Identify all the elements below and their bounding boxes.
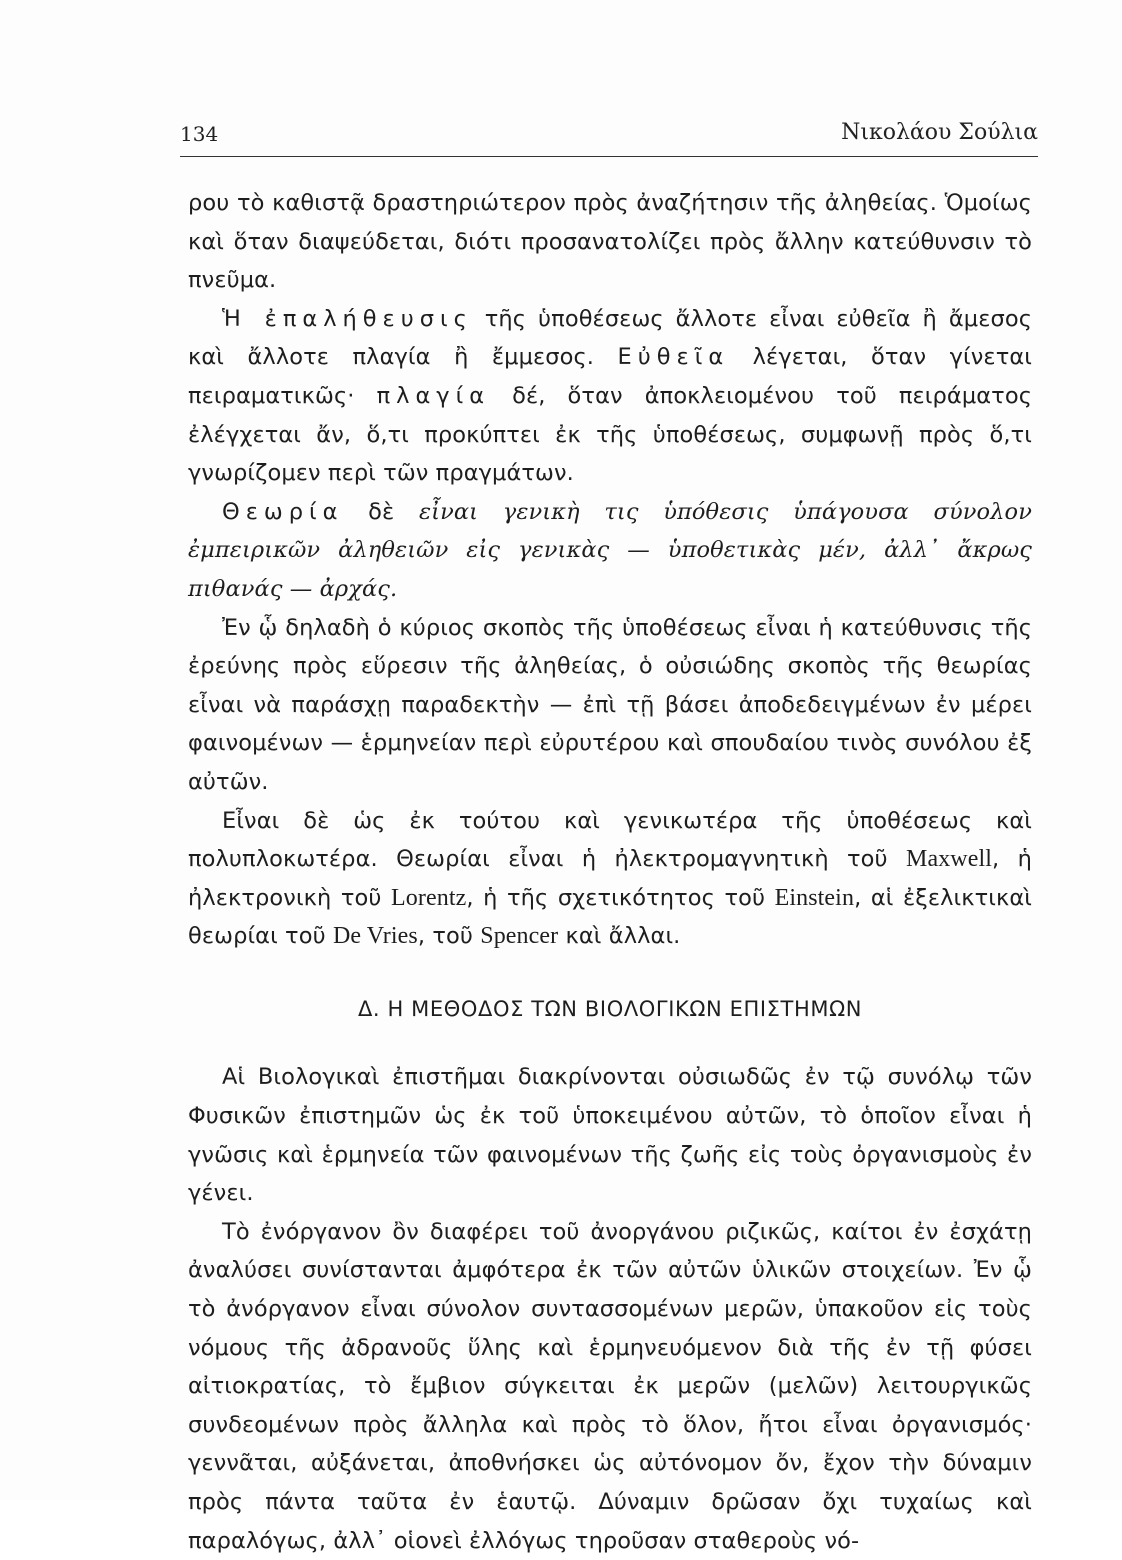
section-title: Δ. Η ΜΕΘΟΔΟΣ ΤΩΝ ΒΙΟΛΟΓΙΚΩΝ ΕΠΙΣΤΗΜΩΝ [357, 996, 863, 1021]
term-eutheia: Εὐθεῖα [617, 344, 730, 371]
page-number: 134 [180, 122, 219, 146]
paragraph-5-text-e: , τοῦ [417, 923, 481, 950]
paragraph-2-text-a: τῆς ὑποθέσεως ἄλλοτε εἶναι εὐθεῖα ἢ ἄμεσος καὶ ἄλλοτε πλαγία ἢ ἔμμεσος. [188, 305, 1032, 371]
header-rule [180, 156, 1038, 157]
paragraph-6: Αἱ Βιολογικαὶ ἐπιστῆμαι διακρίνονται οὐσιωδῶς ἐν τῷ συνόλῳ τῶν Φυσικῶν ἐπιστημῶν ὡς ἐκ τοῦ ὑποκειμένου αὐτῶν, τὸ ὁποῖον εἶναι ἡ γνῶσις καὶ ἑρμηνεία τῶν φαινομένων τῆς ζωῆς εἰς τοὺς ὀργανισμοὺς ἐν γένει. [188, 1064, 1032, 1207]
theoria-definition: εἶναι γενικὴ τις ὑπόθεσις ὑπάγουσα σύνολον ἐμπειρικῶν ἀληθειῶν εἰς γενικὰς — ὑποθετικὰς μέν, ἀλλ᾽ ἄκρως πιθανάς — ἀρχάς. [188, 498, 1032, 602]
name-spencer: Spencer [480, 923, 559, 950]
name-maxwell: Maxwell [906, 846, 993, 873]
term-epalitheusis: Ἡ ἐπαλήθευσις [222, 305, 473, 332]
term-theoria: Θεωρία [222, 498, 344, 525]
term-plagia: πλαγία [376, 382, 491, 409]
paragraph-2-text-c: δέ, ὅταν ἀποκλειομένου τοῦ πειράματος ἐλέγχεται ἄν, ὅ,τι προκύπτει ἐκ τῆς ὑποθέσεως, συμφωνῇ πρὸς ὅ,τι γνωρίζομεν περὶ τῶν πραγμάτων. [188, 382, 1032, 487]
name-de-vries: De Vries [332, 923, 418, 950]
paragraph-5-text-b: , ἡ ἠλεκτρονικὴ τοῦ [188, 846, 1032, 911]
running-head: Νικολάου Σούλια [841, 120, 1038, 145]
body-text [188, 184, 1032, 1560]
paragraph-2-text-b: λέγεται, ὅταν γίνεται πειραματικῶς· [188, 344, 1032, 409]
paragraph-7: Τὸ ἐνόργανον ὂν διαφέρει τοῦ ἀνοργάνου ριζικῶς, καίτοι ἐν ἐσχάτῃ ἀναλύσει συνίστανται ἀμφότερα ἐκ τῶν αὐτῶν ὑλικῶν στοιχείων. Ἐν ᾧ τὸ ἀνόργανον εἶναι σύνολον συντασσομένων μερῶν, ὑπακοῦον εἰς τοὺς νόμους τῆς ἀδρανοῦς ὕλης καὶ ἑρμηνευόμενον διὰ τῆς ἐν τῇ φύσει αἰτιοκρατίας, τὸ ἔμβιον σύγκειται ἐκ μερῶν (μελῶν) λειτουργικῶς συνδεομένων πρὸς ἄλληλα καὶ πρὸς τὸ ὅλον, ἤτοι εἶναι ὀργανισμός· γεννᾶται, αὐξάνεται, ἀποθνήσκει ὡς αὐτόνομον ὄν, ἔχον τὴν δύναμιν πρὸς πάντα ταῦτα ἐν ἑαυτῷ. Δύναμιν δρῶσαν ὄχι τυχαίως καὶ παραλόγως, ἀλλ᾽ οἱονεὶ ἐλλόγως τηροῦσαν σταθεροὺς νό- [188, 1218, 1032, 1554]
name-einstein: Einstein [774, 884, 855, 911]
paragraph-4: Ἐν ᾧ δηλαδὴ ὁ κύριος σκοπὸς τῆς ὑποθέσεως εἶναι ἡ κατεύθυνσις τῆς ἐρεύνης πρὸς εὕρεσιν τῆς ἀληθείας, ὁ οὐσιώδης σκοπὸς τῆς θεωρίας εἶναι νὰ παράσχῃ παραδεκτὴν — ἐπὶ τῇ βάσει ἀποδεδειγμένων ἐν μέρει φαινομένων — ἑρμηνείαν περὶ εὐρυτέρου καὶ σπουδαίου τινὸς συνόλου ἐξ αὐτῶν. [188, 614, 1032, 795]
paragraph-5-text-f: καὶ ἄλλαι. [558, 923, 681, 950]
name-lorentz: Lorentz [391, 884, 467, 911]
paragraph-2 [188, 300, 1032, 493]
paragraph-5-text-c: , ἡ τῆς σχετικότητος τοῦ [466, 884, 775, 911]
paragraph-5 [188, 802, 1032, 956]
paragraph-3-text-a: δὲ [343, 498, 419, 525]
paragraph-3 [188, 493, 1032, 609]
page-header [180, 118, 1038, 154]
paragraph-5-text-d: , αἱ ἐξελικτικαὶ θεωρίαι τοῦ [188, 884, 1032, 950]
paragraph-1: ρου τὸ καθιστᾷ δραστηριώτερον πρὸς ἀναζήτησιν τῆς ἀληθείας. Ὁμοίως καὶ ὅταν διαψεύδεται, διότι προσανατολίζει πρὸς ἄλλην κατεύθυνσιν τὸ πνεῦμα. [188, 190, 1032, 294]
paragraph-5-text-a: Εἶναι δὲ ὡς ἐκ τούτου καὶ γενικωτέρα τῆς ὑποθέσεως καὶ πολυπλοκωτέρα. Θεωρίαι εἶναι ἡ ἠλεκτρομαγνητικὴ τοῦ [188, 807, 1032, 873]
